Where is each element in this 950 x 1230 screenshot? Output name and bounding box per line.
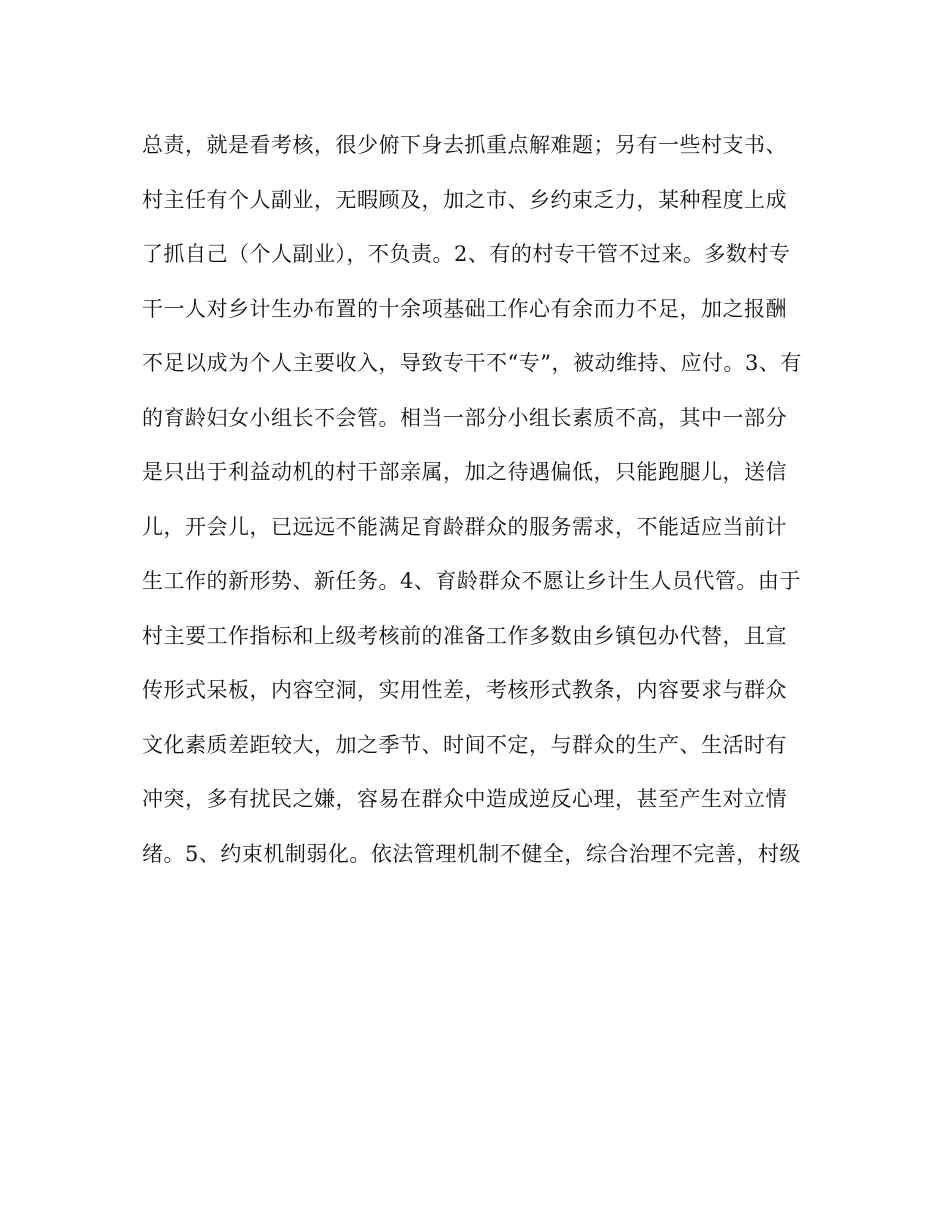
text-line: 传形式呆板，内容空洞，实用性差，考核形式教条，内容要求与群众 xyxy=(142,678,787,702)
text-line: 村主要工作指标和上级考核前的准备工作多数由乡镇包办代替，且宣 xyxy=(142,623,787,648)
text-line: 文化素质差距较大，加之季节、时间不定，与群众的生产、生活时有 xyxy=(142,732,787,757)
text-line: 了抓自己（个人副业），不负责。2、有的村专干管不过来。多数村专 xyxy=(142,242,791,266)
text-line: 绪。5、约束机制弱化。依法管理机制不健全，综合治理不完善，村级 xyxy=(142,841,801,866)
text-line: 干一人对乡计生办布置的十余项基础工作心有余而力不足，加之报酬 xyxy=(142,296,787,321)
text-line: 不足以成为个人主要收入，导致专干不“专”，被动维持、应付。3、有 xyxy=(142,351,802,375)
text-line: 的育龄妇女小组长不会管。相当一部分小组长素质不高，其中一部分 xyxy=(142,405,787,430)
text-line: 总责，就是看考核，很少俯下身去抓重点解难题；另有一些村支书、 xyxy=(142,133,787,157)
body-text xyxy=(142,118,822,881)
text-line: 是只出于利益动机的村干部亲属，加之待遇偏低，只能跑腿儿，送信 xyxy=(142,460,787,484)
text-line: 儿，开会儿，已远远不能满足育龄群众的服务需求，不能适应当前计 xyxy=(142,514,787,539)
text-line: 村主任有个人副业，无暇顾及，加之市、乡约束乏力，某种程度上成 xyxy=(142,187,787,212)
text-line: 生工作的新形势、新任务。4、育龄群众不愿让乡计生人员代管。由于 xyxy=(142,569,801,593)
text-line: 冲突，多有扰民之嫌，容易在群众中造成逆反心理，甚至产生对立情 xyxy=(142,787,787,811)
